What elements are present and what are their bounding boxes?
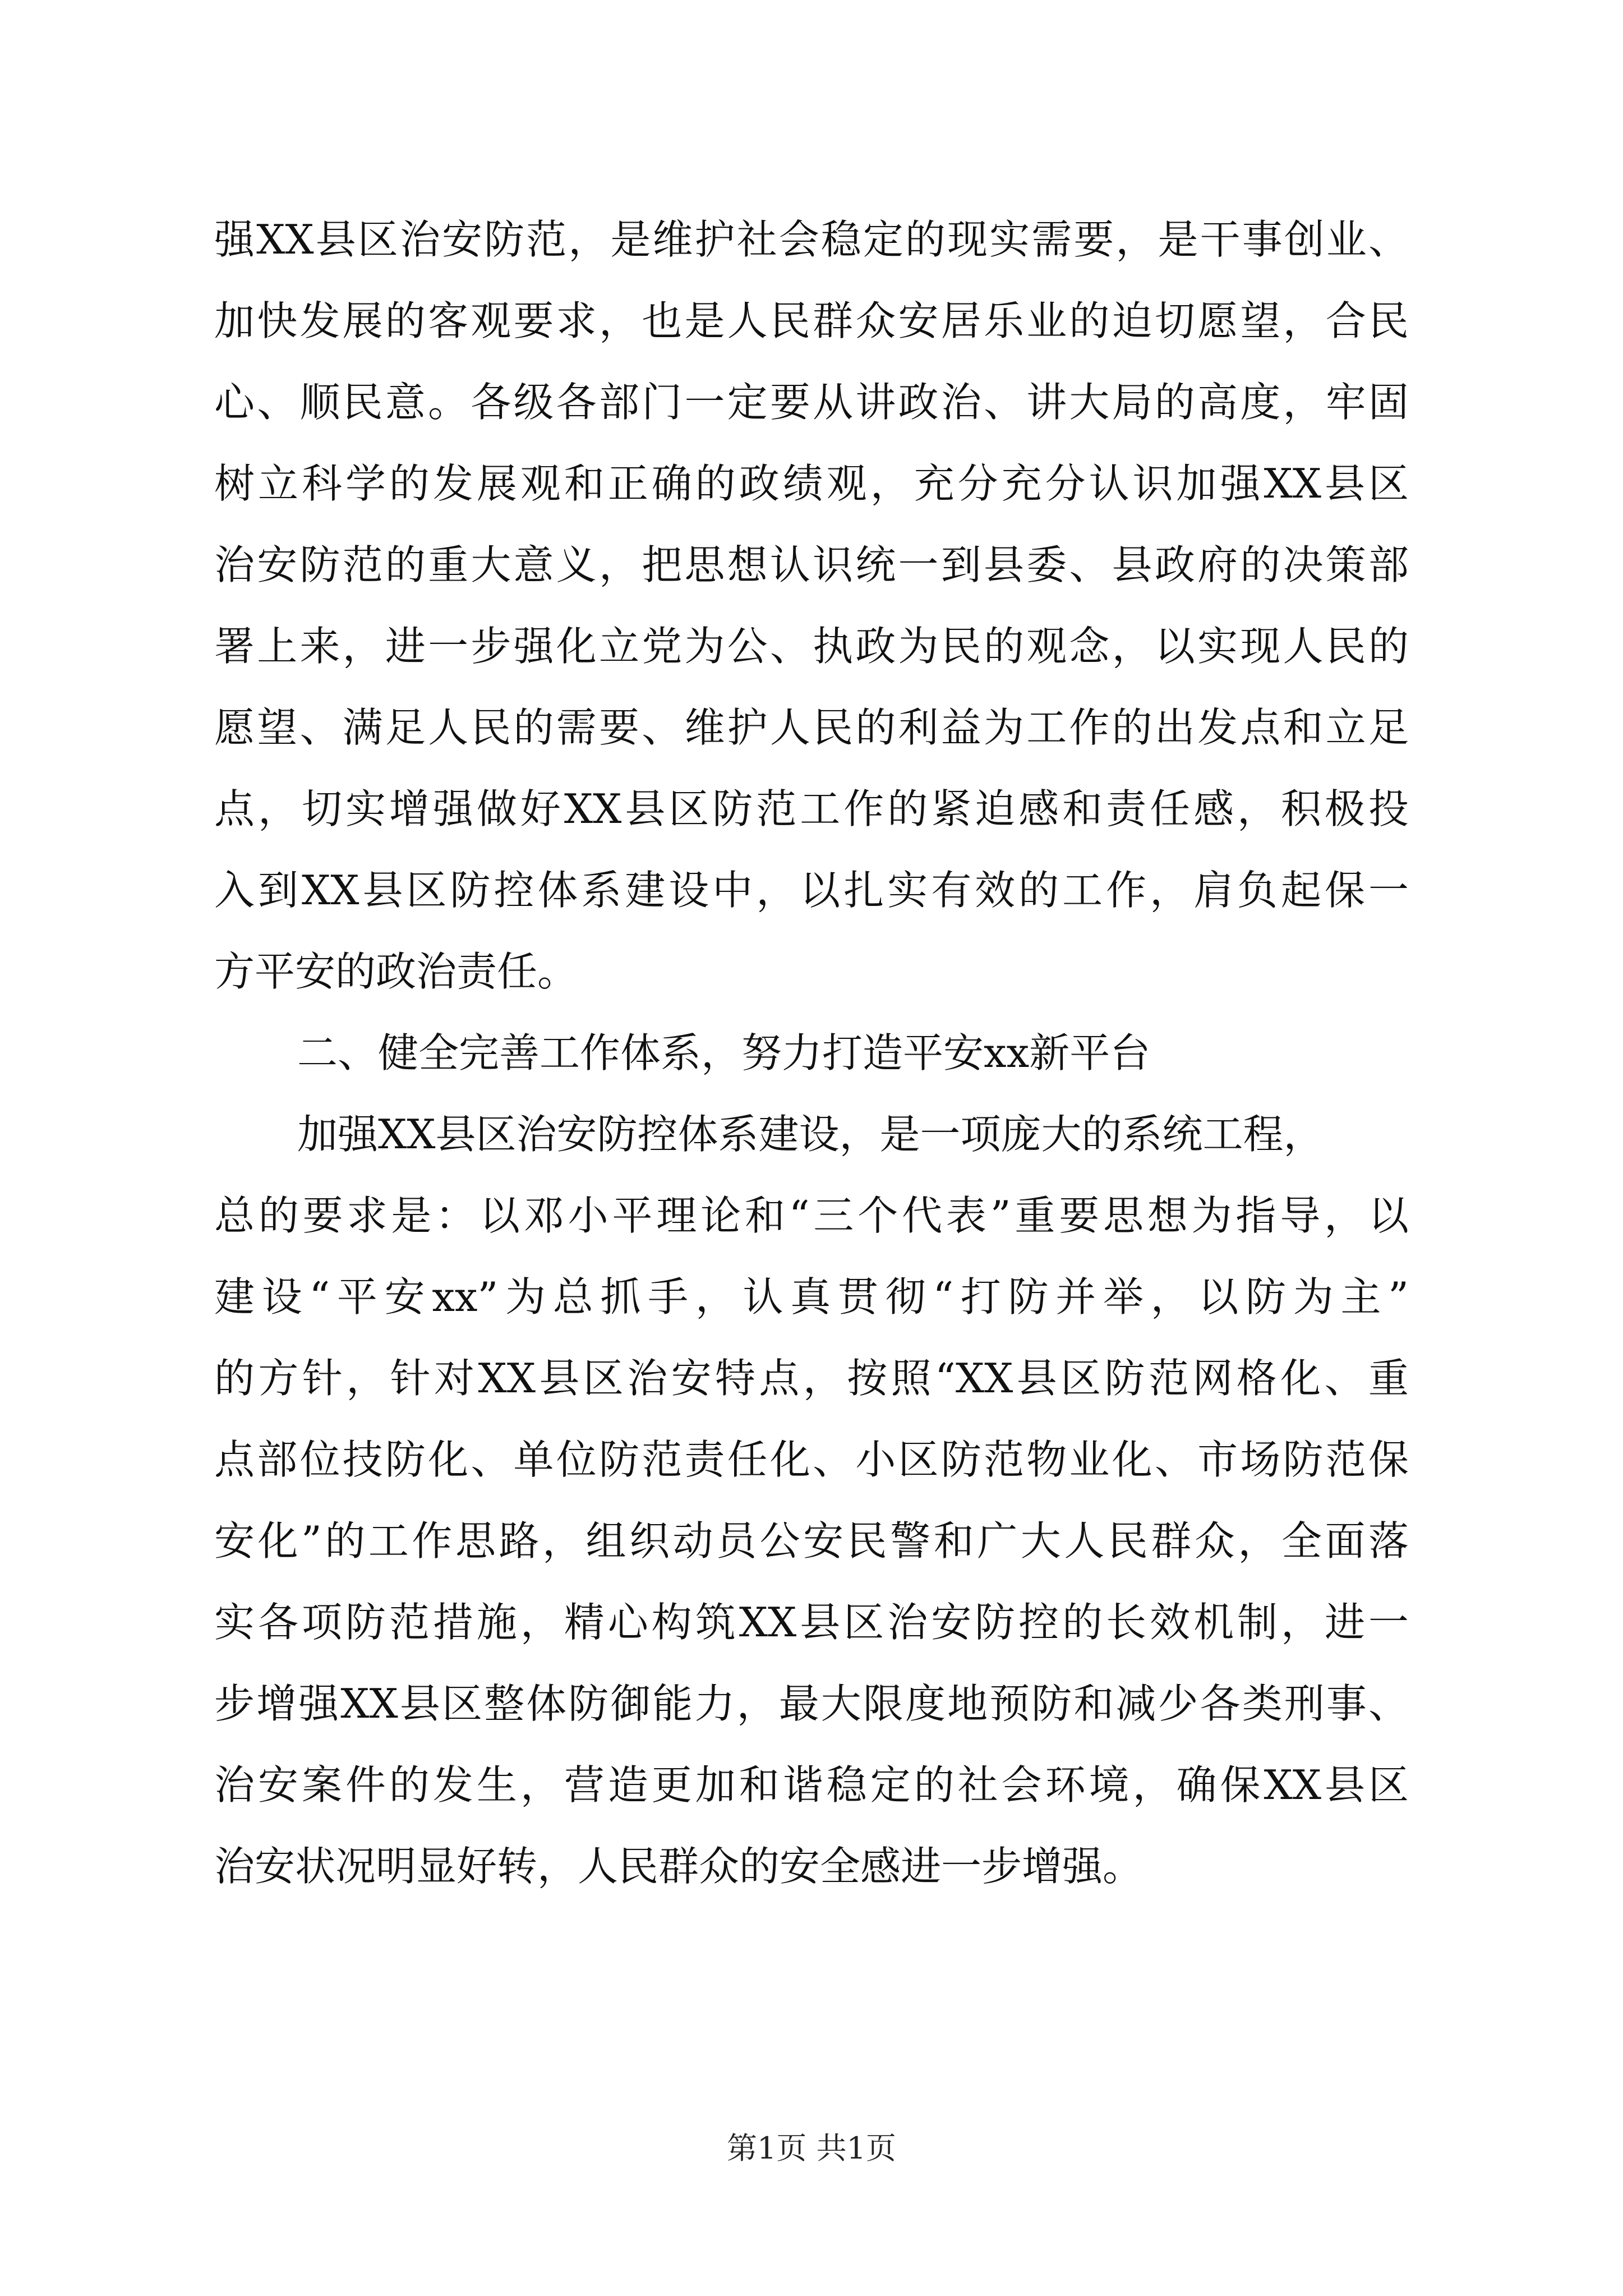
- paragraph-line: 总的要求是：以邓小平理论和“三个代表”重要思想为指导，以: [214, 1192, 1409, 1239]
- paragraph-line: 方平安的政治责任。: [214, 948, 578, 995]
- paragraph-line: 治安状况明显好转，人民群众的安全感进一步增强。: [214, 1843, 1144, 1890]
- paragraph-line: 强XX县区治安防范，是维护社会稳定的现实需要，是干事创业、: [214, 216, 1409, 263]
- paragraph-line: 心、顺民意。各级各部门一定要从讲政治、讲大局的高度，牢固: [214, 379, 1409, 426]
- page-footer: 第1页 共1页: [727, 2131, 896, 2166]
- paragraph-line: 步增强XX县区整体防御能力，最大限度地预防和减少各类刑事、: [214, 1680, 1409, 1727]
- paragraph-line: 加强XX县区治安防控体系建设，是一项庞大的系统工程，: [297, 1111, 1324, 1158]
- paragraph-line: 加快发展的客观要求，也是人民群众安居乐业的迫切愿望，合民: [214, 297, 1409, 344]
- paragraph-line: 治安案件的发生，营造更加和谐稳定的社会环境，确保XX县区: [214, 1761, 1409, 1809]
- paragraph-line: 点部位技防化、单位防范责任化、小区防范物业化、市场防范保: [214, 1436, 1409, 1483]
- paragraph-line: 的方针，针对XX县区治安特点，按照“XX县区防范网格化、重: [214, 1355, 1409, 1402]
- paragraph-line: 署上来，进一步强化立党为公、执政为民的观念，以实现人民的: [214, 623, 1409, 670]
- paragraph-line: 点，切实增强做好XX县区防范工作的紧迫感和责任感，积极投: [214, 785, 1409, 832]
- document-body: [214, 199, 1409, 1907]
- paragraph-line: 树立科学的发展观和正确的政绩观，充分充分认识加强XX县区: [214, 460, 1409, 507]
- paragraph-line: 实各项防范措施，精心构筑XX县区治安防控的长效机制，进一: [214, 1599, 1409, 1646]
- paragraph-line: 治安防范的重大意义，把思想认识统一到县委、县政府的决策部: [214, 541, 1409, 588]
- paragraph-line: 愿望、满足人民的需要、维护人民的利益为工作的出发点和立足: [214, 704, 1409, 751]
- paragraph-line: 安化”的工作思路，组织动员公安民警和广大人民群众，全面落: [214, 1517, 1409, 1565]
- section-heading: 二、健全完善工作体系，努力打造平安xx新平台: [297, 1029, 1151, 1076]
- paragraph-line: 建设“平安xx”为总抓手，认真贯彻“打防并举，以防为主”: [214, 1273, 1409, 1320]
- paragraph-line: 入到XX县区防控体系建设中，以扎实有效的工作，肩负起保一: [214, 867, 1409, 914]
